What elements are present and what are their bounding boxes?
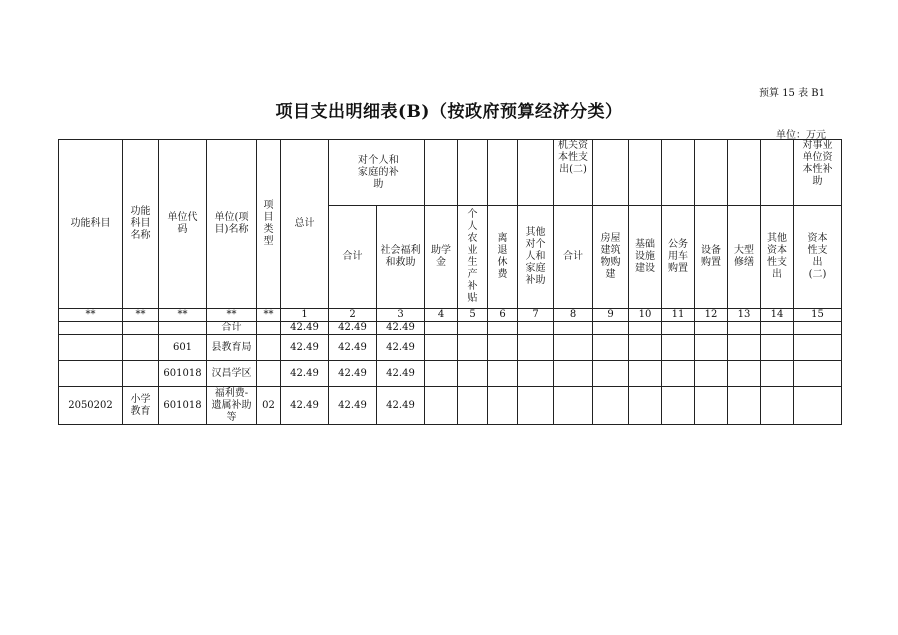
header-housing: 房屋建筑物购建 — [593, 206, 629, 309]
cell-social-welfare: 42.49 — [377, 387, 425, 425]
header-blank — [629, 140, 662, 206]
cell-project-type: 02 — [257, 387, 281, 425]
header-blank — [518, 140, 554, 206]
cell-subtotal: 42.49 — [329, 387, 377, 425]
cell-social-welfare: 42.49 — [377, 335, 425, 361]
cell-total: 42.49 — [281, 322, 329, 335]
header-retirement: 离退休费 — [488, 206, 518, 309]
cell-unit-name: 合计 — [207, 322, 257, 335]
cell-project-type — [257, 322, 281, 335]
index-cell: ** — [207, 309, 257, 322]
cell-unit-code — [159, 322, 207, 335]
cell-total: 42.49 — [281, 361, 329, 387]
header-func-name: 功能科目名称 — [123, 140, 159, 309]
cell-social-welfare: 42.49 — [377, 322, 425, 335]
header-other-capital: 其他资本性支出 — [761, 206, 794, 309]
cell-func-code — [59, 361, 123, 387]
budget-table — [58, 139, 842, 425]
cell-social-welfare: 42.49 — [377, 361, 425, 387]
index-cell: 3 — [377, 309, 425, 322]
cell-project-type — [257, 335, 281, 361]
header-unit-name: 单位(项目)名称 — [207, 140, 257, 309]
header-social-welfare: 社会福利和救助 — [377, 206, 425, 309]
index-cell: 9 — [593, 309, 629, 322]
header-blank — [761, 140, 794, 206]
cell-func-name: 小学教育 — [123, 387, 159, 425]
index-cell: ** — [257, 309, 281, 322]
cell-func-code: 2050202 — [59, 387, 123, 425]
cell-func-code — [59, 335, 123, 361]
table-row — [59, 335, 842, 361]
header-equipment: 设备购置 — [695, 206, 728, 309]
cell-subtotal: 42.49 — [329, 361, 377, 387]
header-vehicle: 公务用车购置 — [662, 206, 695, 309]
index-cell: 13 — [728, 309, 761, 322]
header-capital-ii: 资本性支出(二) — [794, 206, 842, 309]
page-title: 项目支出明细表(B)（按政府预算经济分类） — [275, 102, 623, 122]
cell-func-name — [123, 335, 159, 361]
header-func-code: 功能科目 — [59, 140, 123, 309]
table-row — [59, 361, 842, 387]
index-cell: 12 — [695, 309, 728, 322]
cell-unit-code: 601018 — [159, 387, 207, 425]
index-cell: 14 — [761, 309, 794, 322]
header-blank — [695, 140, 728, 206]
index-cell: ** — [159, 309, 207, 322]
cell-subtotal: 42.49 — [329, 335, 377, 361]
table-code: 预算 15 表 B1 — [759, 88, 825, 99]
unit-label: 单位：万元 — [776, 130, 826, 141]
cell-subtotal: 42.49 — [329, 322, 377, 335]
cell-unit-name: 汉昌学区 — [207, 361, 257, 387]
table-row — [59, 387, 842, 425]
cell-func-name — [123, 361, 159, 387]
header-group-capital: 机关资本性支出(二) — [554, 140, 593, 206]
cell-unit-name: 县教育局 — [207, 335, 257, 361]
cell-func-name — [123, 322, 159, 335]
header-unit-code: 单位代码 — [159, 140, 207, 309]
index-cell: 4 — [425, 309, 458, 322]
index-cell: 8 — [554, 309, 593, 322]
header-blank — [593, 140, 629, 206]
header-infrastructure: 基础设施建设 — [629, 206, 662, 309]
table-row — [59, 322, 842, 335]
header-blank — [458, 140, 488, 206]
cell-total: 42.49 — [281, 387, 329, 425]
index-row — [59, 309, 842, 322]
header-total: 总计 — [281, 140, 329, 309]
header-subtotal: 合计 — [329, 206, 377, 309]
header-group-enterprise: 对事业单位资本性补助 — [794, 140, 842, 206]
header-blank — [662, 140, 695, 206]
cell-project-type — [257, 361, 281, 387]
cell-total: 42.49 — [281, 335, 329, 361]
header-scholarship: 助学金 — [425, 206, 458, 309]
header-blank — [728, 140, 761, 206]
cell-func-code — [59, 322, 123, 335]
index-cell: 10 — [629, 309, 662, 322]
header-capital-subtotal: 合计 — [554, 206, 593, 309]
header-other-family: 其他对个人和家庭补助 — [518, 206, 554, 309]
index-cell: 1 — [281, 309, 329, 322]
cell-unit-code: 601 — [159, 335, 207, 361]
header-group-family: 对个人和家庭的补助 — [329, 140, 425, 206]
header-farm-subsidy: 个人农业生产补贴 — [458, 206, 488, 309]
index-cell: 7 — [518, 309, 554, 322]
cell-unit-name: 福利费-遗属补助等 — [207, 387, 257, 425]
index-cell: 2 — [329, 309, 377, 322]
header-blank — [488, 140, 518, 206]
index-cell: 6 — [488, 309, 518, 322]
index-cell: ** — [59, 309, 123, 322]
index-cell: 5 — [458, 309, 488, 322]
header-blank — [425, 140, 458, 206]
header-row-top — [59, 140, 842, 206]
index-cell: 15 — [794, 309, 842, 322]
index-cell: 11 — [662, 309, 695, 322]
cell-unit-code: 601018 — [159, 361, 207, 387]
header-repair: 大型修缮 — [728, 206, 761, 309]
index-cell: ** — [123, 309, 159, 322]
header-project-type: 项目类型 — [257, 140, 281, 309]
